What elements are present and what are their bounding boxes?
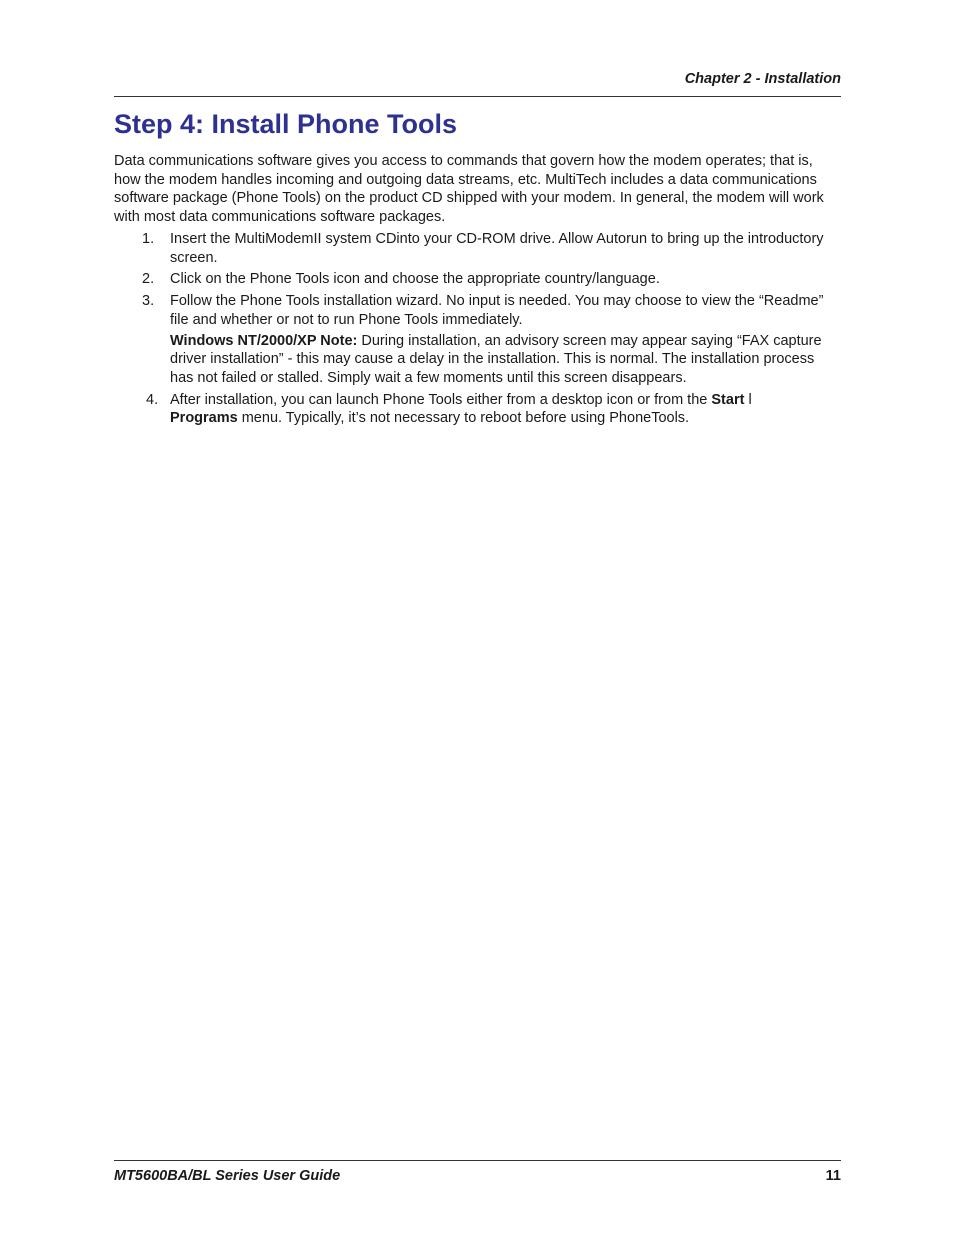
step-number: 3. — [142, 293, 155, 310]
footer-rule — [114, 1160, 841, 1161]
intro-paragraph: Data communications software gives you access to commands that govern how the modem operates; that is, how the modem handles incoming and outgoing data streams, etc. MultiTech includes a data communications software package (Phone Tools) on the product CD shipped with your modem. In general, the modem will work with most data communications software packages. — [114, 153, 824, 226]
menu-separator: l — [744, 391, 752, 408]
running-header: Chapter 2 - Installation — [684, 71, 841, 87]
step-text: Click on the Phone Tools icon and choose the appropriate country/language. — [170, 271, 660, 288]
list-item — [114, 230, 841, 267]
page-title: Step 4: Install Phone Tools — [114, 109, 458, 139]
step-text: Insert the MultiModemII system CDinto your CD-ROM drive. Allow Autorun to bring up the introductory screen. — [170, 231, 824, 266]
step-number: 4. — [146, 391, 159, 408]
note-text: During installation, an advisory screen may appear saying “FAX capture driver installation” - this may cause a delay in the installation. This is normal. The installation process has not failed or stalled. Simply wait a few moments until this screen disappears. — [170, 332, 822, 386]
step-number: 1. — [142, 231, 155, 247]
list-item — [114, 292, 841, 388]
start-menu-label: Start — [711, 391, 745, 408]
header-rule — [114, 96, 841, 97]
page-number: 11 — [825, 1168, 841, 1184]
windows-note — [170, 332, 841, 388]
list-item — [114, 270, 841, 289]
programs-menu-label: Programs — [170, 410, 238, 427]
install-steps-list — [114, 230, 841, 431]
step-text: After installation, you can launch Phone Tools either from a desktop icon or from the — [170, 391, 712, 408]
list-item — [114, 391, 841, 428]
footer-title: MT5600BA/BL Series User Guide — [114, 1168, 341, 1184]
step-text: Follow the Phone Tools installation wizard. No input is needed. You may choose to view the “Readme” file and whether or not to run Phone Tools immediately. — [170, 293, 824, 328]
step-number: 2. — [142, 271, 155, 288]
note-label: Windows NT/2000/XP Note: — [170, 332, 358, 349]
step-text-end: menu. Typically, it’s not necessary to reboot before using PhoneTools. — [237, 410, 690, 427]
